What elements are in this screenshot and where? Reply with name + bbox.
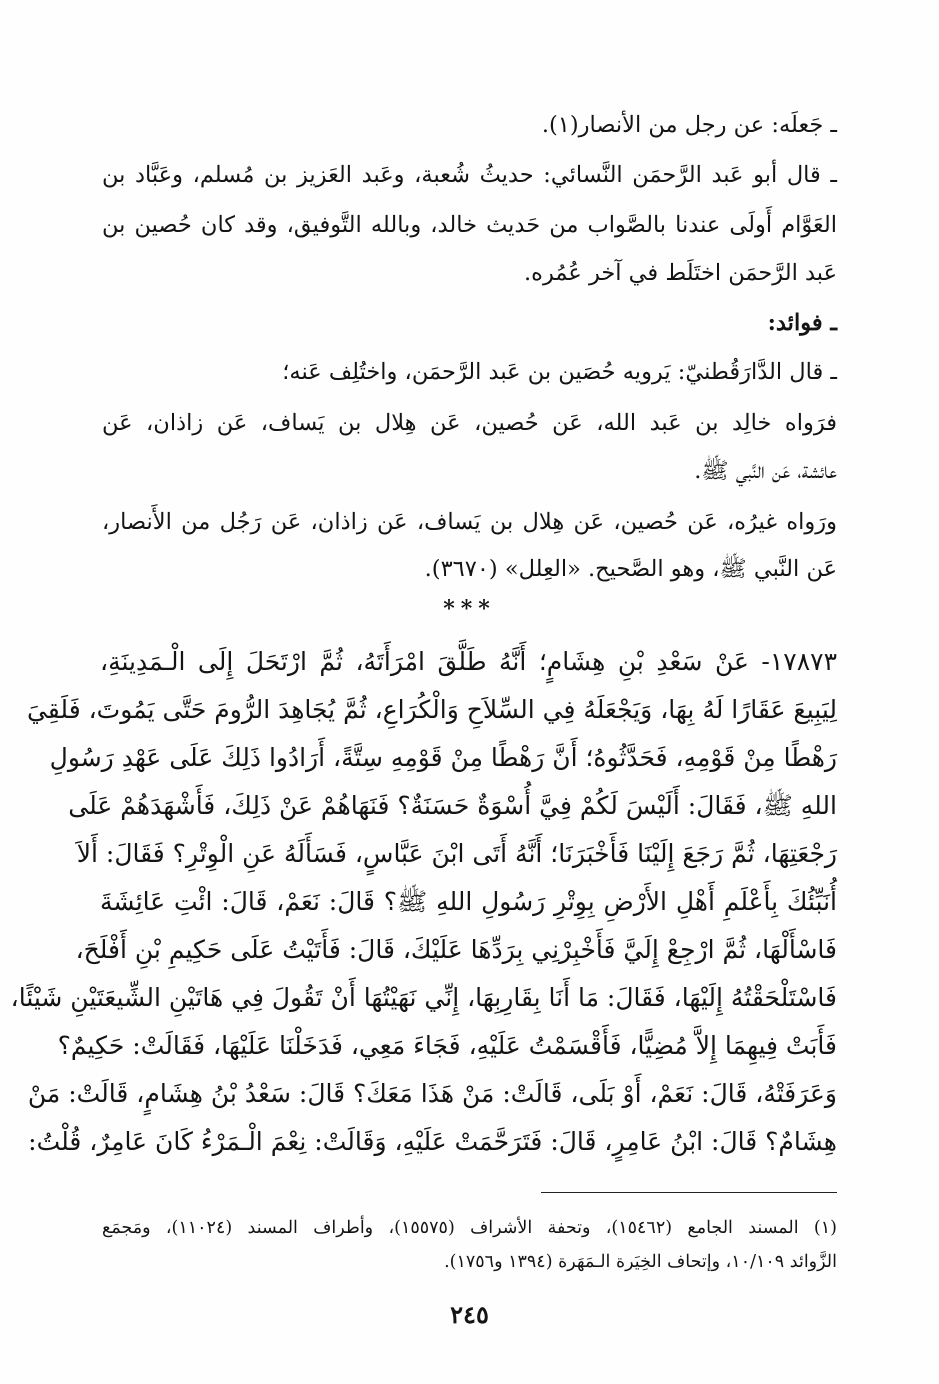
section-separator: *** bbox=[443, 596, 496, 622]
fawaid-line-5: عَن النَّبي ﷺ، وهو الصَّحيح. «العِلل» (٣٦٧٠). bbox=[424, 556, 837, 582]
intro-line-2: ـ قال أبو عَبد الرَّحمَن النَّسائي: حديثُ شُعبة، وعَبد العَزيز بن مُسلم، وعَبَّاد بن bbox=[102, 162, 837, 188]
page-number: ٢٤٥ bbox=[450, 1300, 489, 1329]
fawaid-heading: ـ فوائد: bbox=[767, 310, 837, 336]
hadith-line-4: اللهِ ﷺ، فَقَالَ: أَلَيْسَ لَكُمْ فِيَّ أُسْوَةٌ حَسَنَةٌ؟ فَنَهَاهُمْ عَنْ ذَلِكَ، فَأَشْهَدَهُمْ عَلَى bbox=[68, 791, 837, 820]
hadith-line-11: هِشَامٌ؟ قَالَ: ابْنُ عَامِرٍ، قَالَ: فَتَرَحَّمَتْ عَلَيْهِ، وَقَالَتْ: نِعْمَ الْـمَرْءُ كَانَ عَامِرٌ، قُلْتُ: bbox=[28, 1127, 837, 1156]
fawaid-line-1: ـ قال الدَّارَقُطنيّ: يَرويه حُصَين بن عَبد الرَّحمَن، واختُلِف عَنه؛ bbox=[282, 359, 837, 385]
hadith-line-10: وَعَرَفَتْهُ، قَالَ: نَعَمْ، أَوْ بَلَى، قَالَتْ: مَنْ هَذَا مَعَكَ؟ قَالَ: سَعْدُ بْنُ هِشَامٍ، قَالَتْ: مَنْ bbox=[27, 1079, 837, 1108]
hadith-line-7: فَاسْأَلْهَا، ثُمَّ ارْجِعْ إِلَيَّ فَأَخْبِرْنِي بِرَدِّهَا عَلَيْكَ، قَالَ: فَأَتَيْتُ عَلَى حَكِيمِ بْنِ أَفْلَحَ، bbox=[75, 935, 837, 964]
hadith-line-5: رَجْعَتِهَا، ثُمَّ رَجَعَ إِلَيْنَا فَأَخْبَرَنَا؛ أَنَّهُ أَتَى ابْنَ عَبَّاسٍ، فَسَأَلَهُ عَنِ الْوِتْرِ؟ فَقَالَ: أَلاَ bbox=[76, 839, 837, 868]
fawaid-line-3: عائشة، عَن النَّبي ﷺ. bbox=[694, 458, 837, 484]
hadith-line-8: فَاسْتَلْحَقْتُهُ إِلَيْهَا، فَقَالَ: مَا أَنَا بِقَارِبِهَا، إِنِّي نَهَيْتُهَا أَنْ تَقُولَ فِي هَاتَيْنِ الشِّيعَتَيْنِ شَيْئًا، bbox=[10, 983, 837, 1012]
hadith-line-9: فَأَبَتْ فِيهِمَا إِلاَّ مُضِيًّا، فَأَقْسَمْتُ عَلَيْهِ، فَجَاءَ مَعِي، فَدَخَلْنَا عَلَيْهَا، فَقَالَتْ: حَكِيمٌ؟ bbox=[57, 1031, 837, 1060]
fawaid-line-4: ورَواه غيرُه، عَن حُصين، عَن هِلال بن يَساف، عَن زاذان، عَن رَجُل من الأَنصار، bbox=[102, 509, 837, 535]
footnote-line-2: الزَّوائد ١٠/١٠٩، وإتحاف الخِيَرة الـمَهَرة (١٣٩٤ و١٧٥٦). bbox=[444, 1252, 837, 1272]
fawaid-line-2: فرَواه خالِد بن عَبد الله، عَن حُصين، عَن هِلال بن يَساف، عَن زاذان، عَن bbox=[102, 410, 837, 436]
footnote-divider bbox=[541, 1192, 837, 1193]
footnote-line-1: (١) المسند الجامع (١٥٤٦٢)، وتحفة الأشراف (١٥٥٧٥)، وأطراف المسند (١١٠٢٤)، ومَجمَع bbox=[102, 1218, 837, 1238]
intro-line-1: ـ جَعلَه: عن رجل من الأنصار(١). bbox=[541, 112, 837, 138]
intro-line-4: عَبد الرَّحمَن اختَلَط في آخر عُمُره. bbox=[524, 260, 837, 286]
hadith-line-3: رَهْطًا مِنْ قَوْمِهِ، فَحَدَّثُوهُ؛ أَنَّ رَهْطًا مِنْ قَوْمِهِ سِتَّةً، أَرَادُوا ذَلِكَ عَلَى عَهْدِ رَسُولِ bbox=[49, 743, 837, 772]
intro-line-3: العَوَّام أَولَى عندنا بالصَّواب من حَديث خالد، وبالله التَّوفيق، وقد كان حُصين بن bbox=[102, 212, 837, 238]
hadith-line-2: لِيَبِيعَ عَقَارًا لَهُ بِهَا، وَيَجْعَلَهُ فِي السِّلاَحِ وَالْكُرَاعِ، ثُمَّ يُجَاهِدَ الرُّومَ حَتَّى يَمُوتَ، فَلَقِيَ bbox=[26, 695, 837, 724]
hadith-line-1: ١٧٨٧٣- عَنْ سَعْدِ بْنِ هِشَامٍ؛ أَنَّهُ طَلَّقَ امْرَأَتَهُ، ثُمَّ ارْتَحَلَ إِلَى الْـمَدِينَةِ، bbox=[100, 647, 837, 676]
hadith-line-6: أُنَبِّئُكَ بِأَعْلَمِ أَهْلِ الأَرْضِ بِوِتْرِ رَسُولِ اللهِ ﷺ؟ قَالَ: نَعَمْ، قَالَ: ائْتِ عَائِشَةَ bbox=[100, 887, 837, 916]
